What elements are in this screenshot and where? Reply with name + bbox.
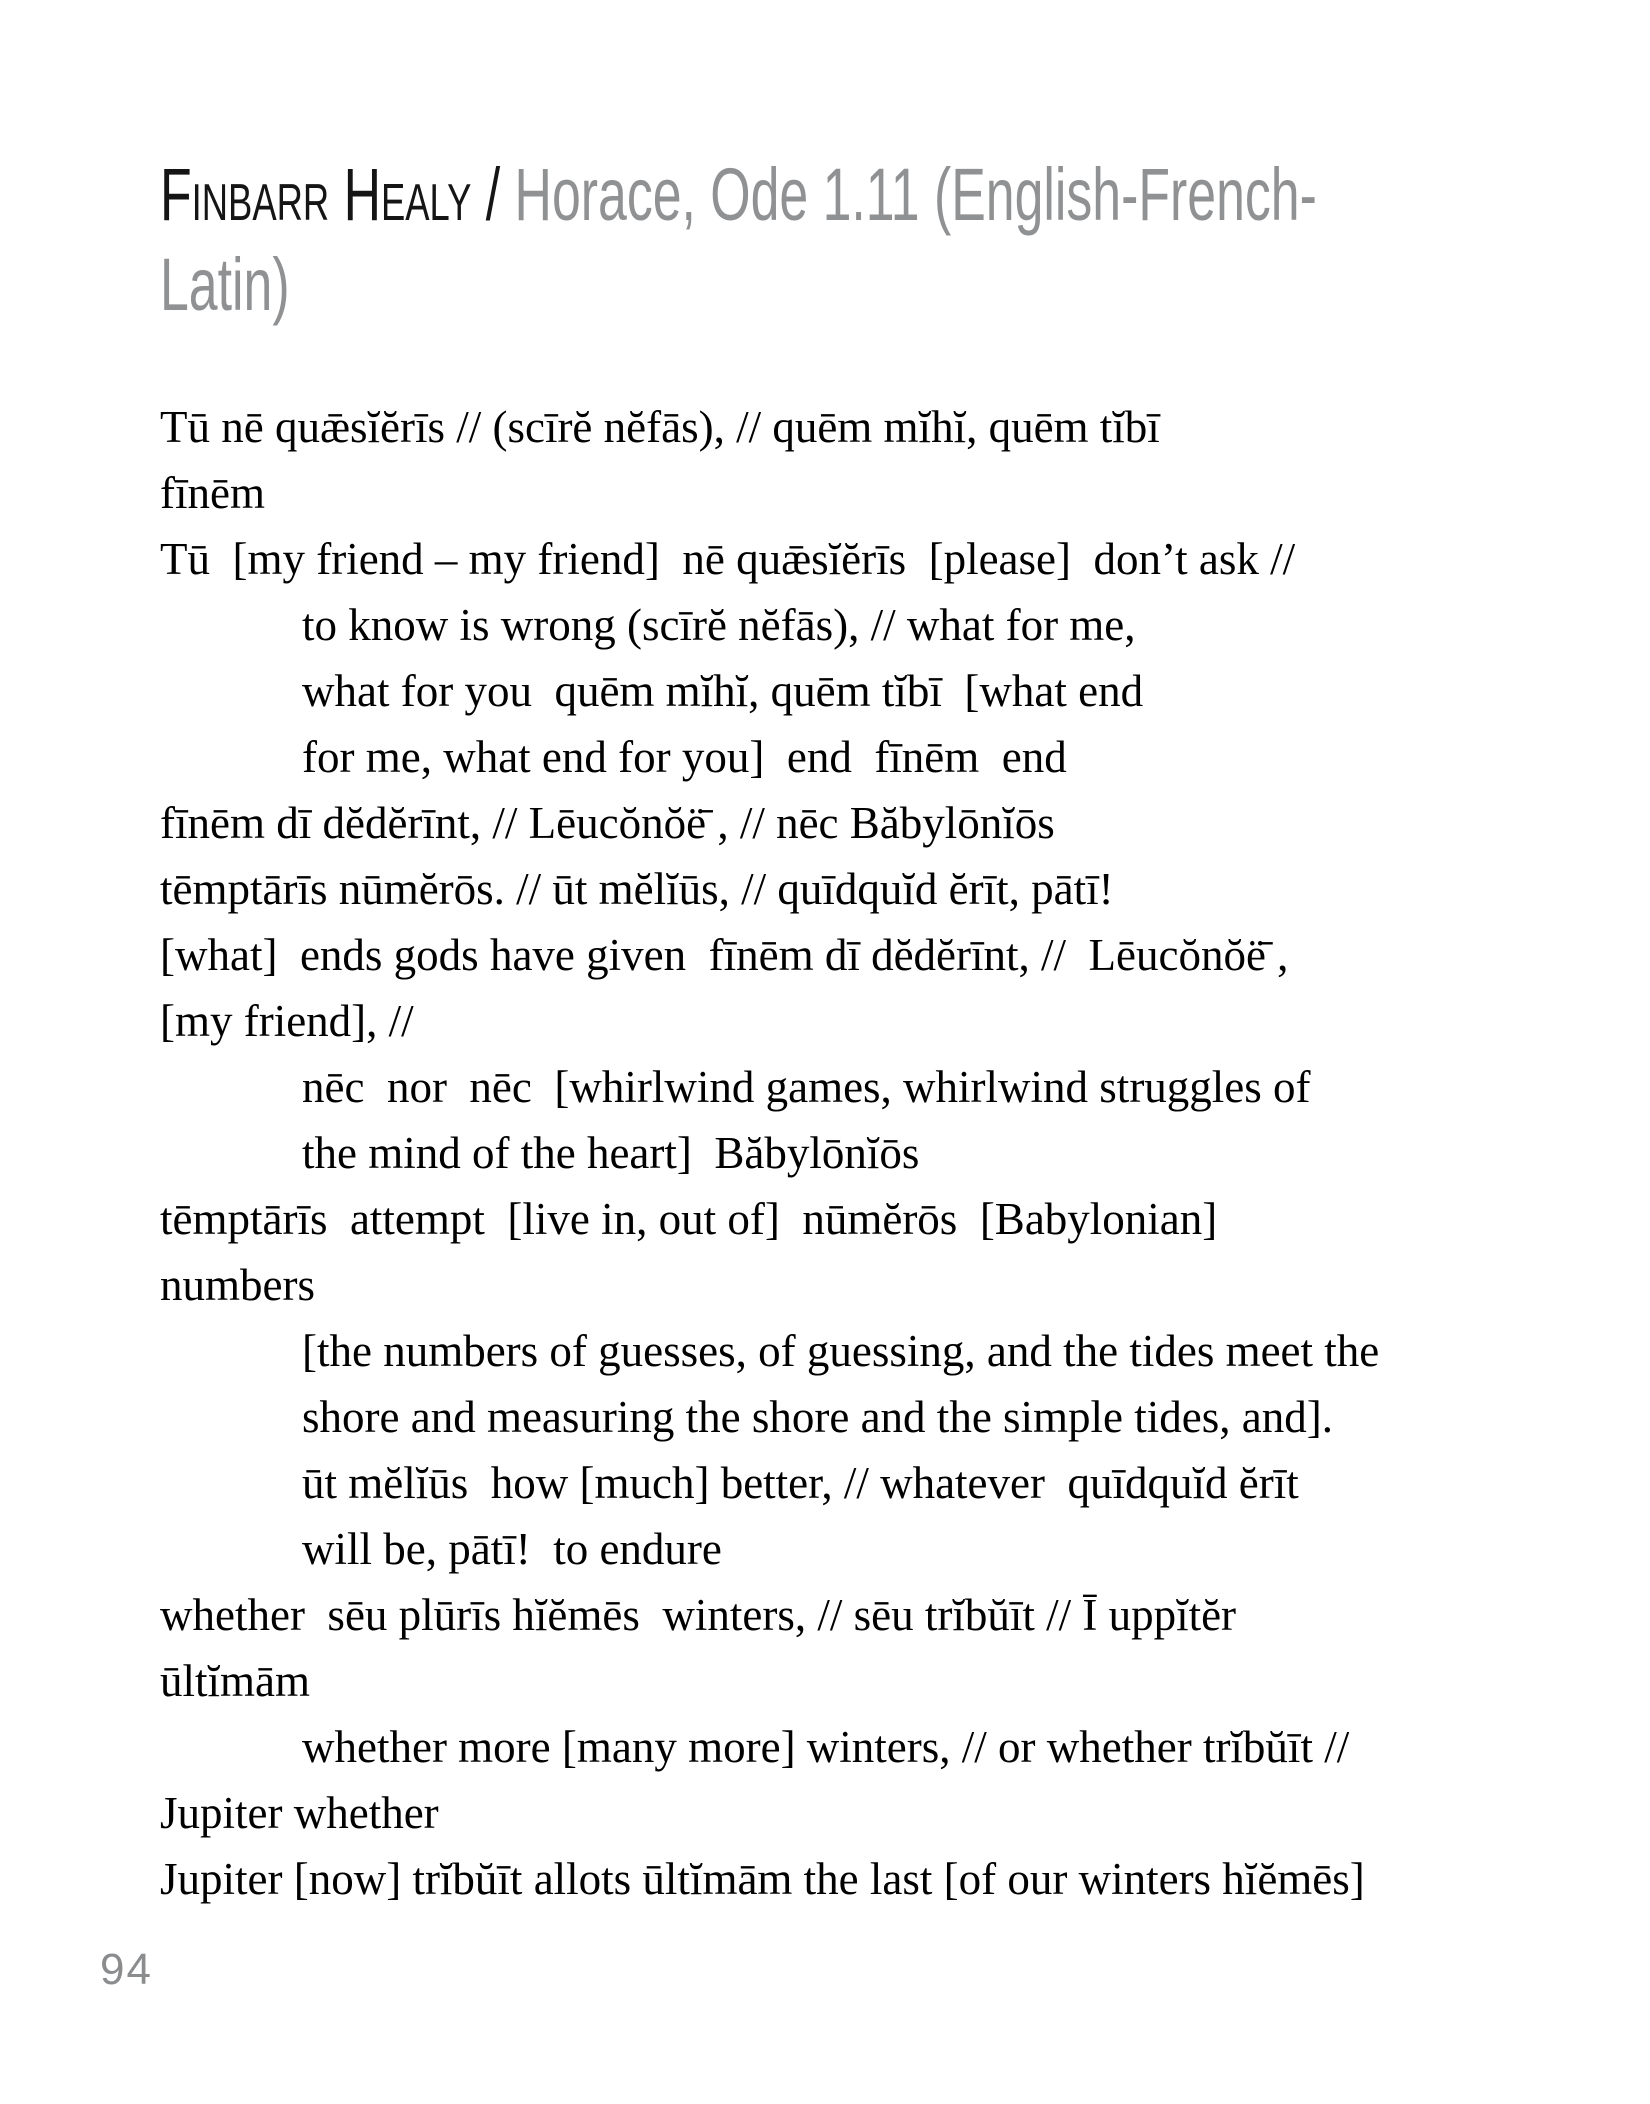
text-line: to know is wrong (scīrĕ nĕfās), // what for me, <box>302 600 1136 650</box>
text-line: what for you quēm mĭhĭ, quēm tĭbī [what end <box>302 666 1144 716</box>
text-line: whether sēu plūrīs hĭĕmēs winters, // sēu trĭbŭīt // Ī uppĭtĕr <box>160 1590 1237 1640</box>
text-line: for me, what end for you] end fīnēm end <box>302 732 1067 782</box>
poem-translation-block <box>160 394 1600 1912</box>
text-line: ūt mĕlĭūs how [much] better, // whatever quīdquĭd ĕrīt <box>302 1458 1299 1508</box>
work-title-part-2: Latin) <box>160 243 290 326</box>
text-line: [my friend], // <box>160 996 414 1046</box>
text-line: shore and measuring the shore and the simple tides, and]. <box>302 1392 1333 1442</box>
author-name: Finbarr Healy <box>160 153 472 236</box>
text-line: the mind of the heart] Băbylōnĭōs <box>302 1128 920 1178</box>
text-line: [what] ends gods have given fīnēm dī dĕdĕrīnt, // Lēucŏnŏë̄ , <box>160 930 1289 980</box>
text-line: whether more [many more] winters, // or whether trĭbŭīt // <box>302 1722 1350 1772</box>
page-number: 94 <box>100 1945 153 1994</box>
text-line: Jupiter [now] trĭbŭīt allots ūltĭmām the last [of our winters hĭĕmēs] <box>160 1854 1365 1904</box>
text-line: [the numbers of guesses, of guessing, and the tides meet the <box>302 1326 1380 1376</box>
text-line: fīnēm <box>160 468 265 518</box>
heading-line-1 <box>160 150 1317 240</box>
text-line: will be, pātī! to endure <box>302 1524 722 1574</box>
text-line: numbers <box>160 1260 315 1310</box>
text-line: ūltĭmām <box>160 1656 310 1706</box>
text-line: fīnēm dī dĕdĕrīnt, // Lēucŏnŏë̄ , // nēc Băbylōnĭōs <box>160 798 1055 848</box>
page-heading <box>160 150 1560 330</box>
text-line: Tū [my friend – my friend] nē quǣsĭĕrīs [please] don’t ask // <box>160 534 1296 584</box>
text-line: Jupiter whether <box>160 1788 439 1838</box>
text-line: tēmptārīs attempt [live in, out of] nūmĕrōs [Babylonian] <box>160 1194 1218 1244</box>
heading-separator: / <box>471 153 515 236</box>
work-title-part-1: Horace, Ode 1.11 (English-French- <box>514 153 1317 236</box>
text-line: tēmptārīs nūmĕrōs. // ūt mĕlĭūs, // quīdquĭd ĕrīt, pātī! <box>160 864 1114 914</box>
text-line: nēc nor nēc [whirlwind games, whirlwind struggles of <box>302 1062 1311 1112</box>
text-line: Tū nē quǣsĭĕrīs // (scīrĕ nĕfās), // quēm mĭhĭ, quēm tĭbī <box>160 402 1160 452</box>
heading-line-2 <box>160 240 1140 330</box>
